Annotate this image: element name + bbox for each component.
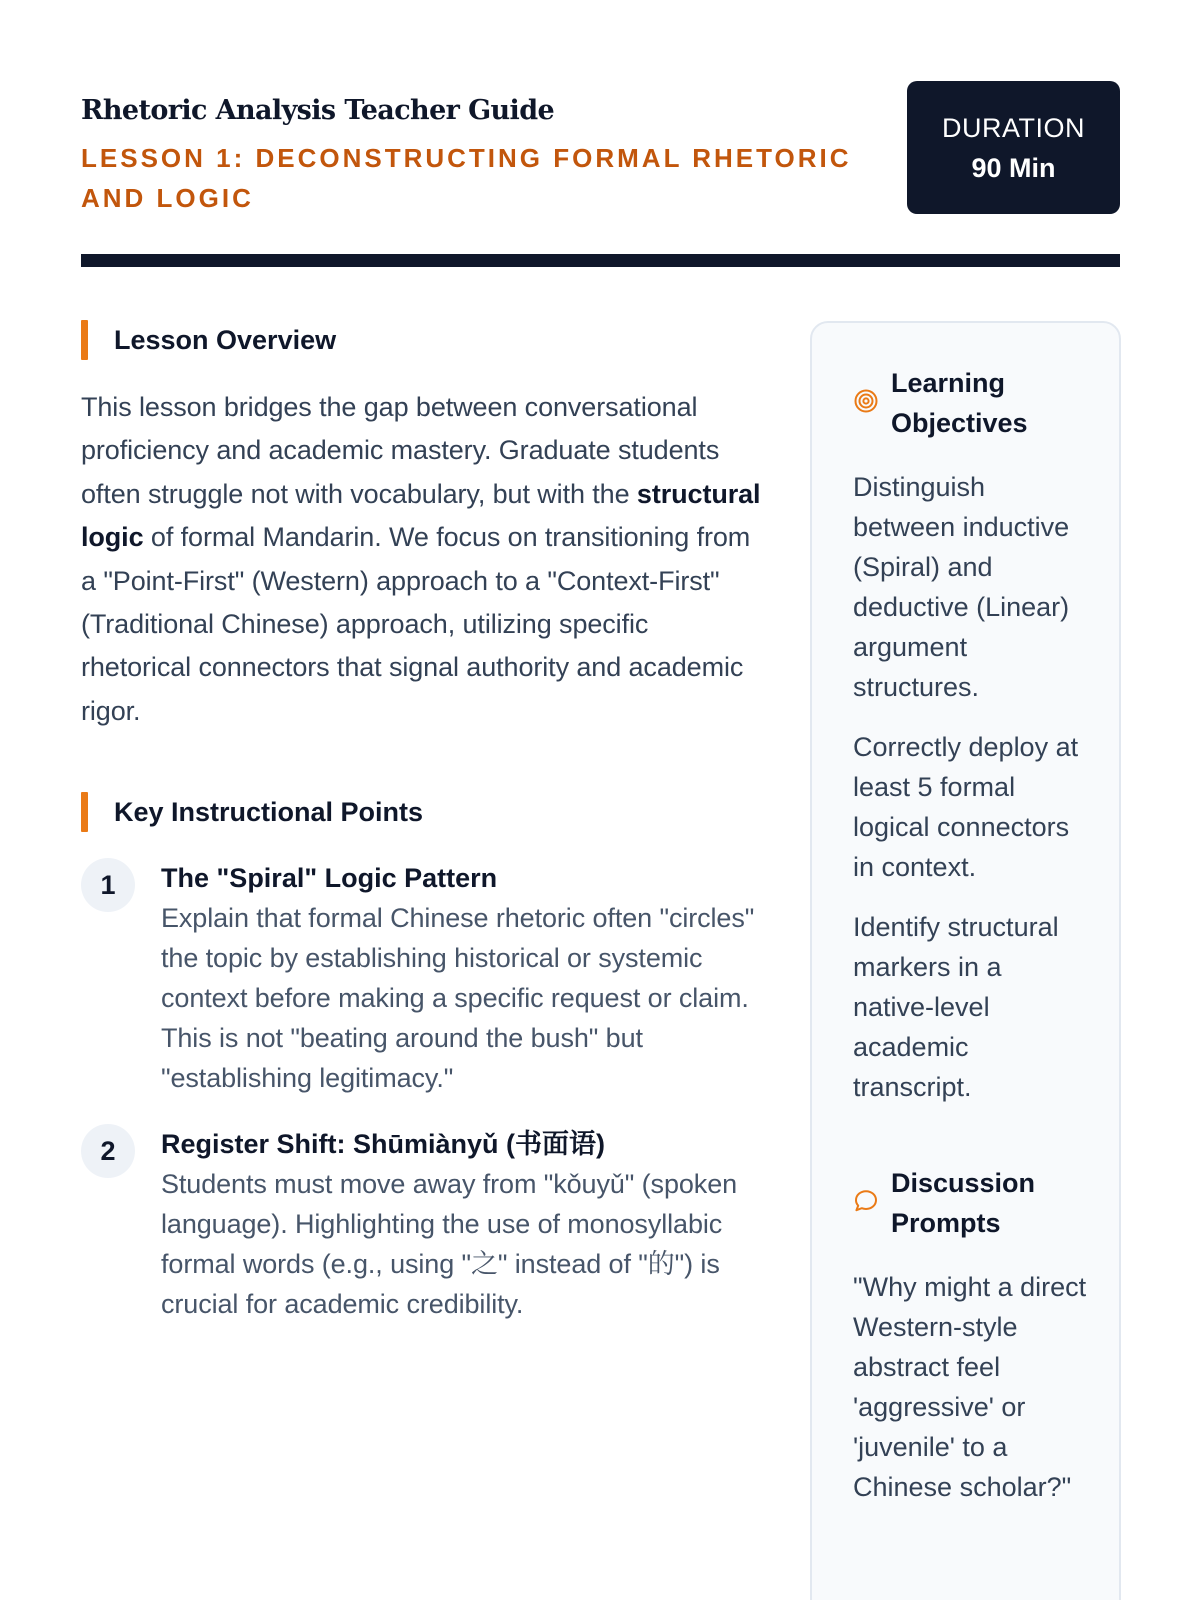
discussion-prompt: "Why might a direct Western-style abstract feel 'aggressive' or 'juvenile' to a Chinese scholar?": [853, 1272, 1087, 1502]
overview-text-emphasis: structural logic: [81, 478, 761, 553]
duration-badge: [907, 81, 1120, 214]
lesson-title: LESSON 1: DECONSTRUCTING FORMAL RHETORIC AND LOGIC: [81, 143, 852, 213]
lesson-overview-section: [81, 320, 761, 733]
objective-item: Correctly deploy at least 5 formal logical connectors in context.: [853, 732, 1079, 882]
point-body: Students must move away from "kǒuyǔ" (spoken language). Highlighting the use of monosyllabic formal words (e.g., using "之" instead of "的") is crucial for academic credibility.: [161, 1169, 738, 1320]
sidebar-panel: [810, 321, 1121, 1600]
prompts-heading-text: Discussion Prompts: [891, 1168, 1036, 1238]
overview-heading: Lesson Overview: [114, 324, 337, 355]
duration-value: 90 Min: [971, 153, 1056, 183]
instructional-point: [81, 1124, 761, 1324]
point-number-badge: 2: [81, 1124, 135, 1178]
key-points-heading: Key Instructional Points: [114, 796, 424, 827]
objectives-heading: [853, 363, 1087, 443]
overview-text-end: of formal Mandarin. We focus on transitioning from a "Point-First" (Western) approach to a "Context-First" (Traditional Chinese) approach, utilizing specific rhetorical connectors that signal authority and academic rigor.: [81, 522, 751, 726]
chat-bubble-icon: [853, 1185, 879, 1211]
section-heading: [81, 792, 761, 832]
main-content: [81, 320, 761, 1324]
duration-label: DURATION: [942, 113, 1085, 143]
point-title: The "Spiral" Logic Pattern: [161, 863, 498, 894]
point-number-badge: 1: [81, 858, 135, 912]
heading-accent-bar: [81, 320, 88, 360]
section-heading: [81, 320, 761, 360]
prompts-heading: [853, 1163, 1087, 1243]
objectives-heading-text: Learning Objectives: [891, 368, 1028, 438]
objectives-list: [853, 467, 1087, 1107]
target-icon: [853, 385, 879, 411]
guide-title: Rhetoric Analysis Teacher Guide: [81, 95, 555, 126]
point-title: Register Shift: Shūmiànyǔ (书面语): [161, 1129, 606, 1160]
instructional-point: [81, 858, 761, 1098]
point-body: Explain that formal Chinese rhetoric often "circles" the topic by establishing historical or systemic context before making a specific request or claim. This is not "beating around the bush" but "establishing legitimacy.": [161, 903, 755, 1094]
key-points-section: [81, 792, 761, 1324]
heading-accent-bar: [81, 792, 88, 832]
objective-item: Distinguish between inductive (Spiral) and deductive (Linear) argument structures.: [853, 472, 1070, 702]
objective-item: Identify structural markers in a native-level academic transcript.: [853, 912, 1059, 1102]
page-header: [81, 81, 1120, 214]
header-divider: [81, 254, 1120, 267]
overview-paragraph: [81, 386, 761, 733]
overview-text-start: This lesson bridges the gap between conversational proficiency and academic mastery. Graduate students often struggle not with vocabulary, but with the: [81, 392, 720, 509]
